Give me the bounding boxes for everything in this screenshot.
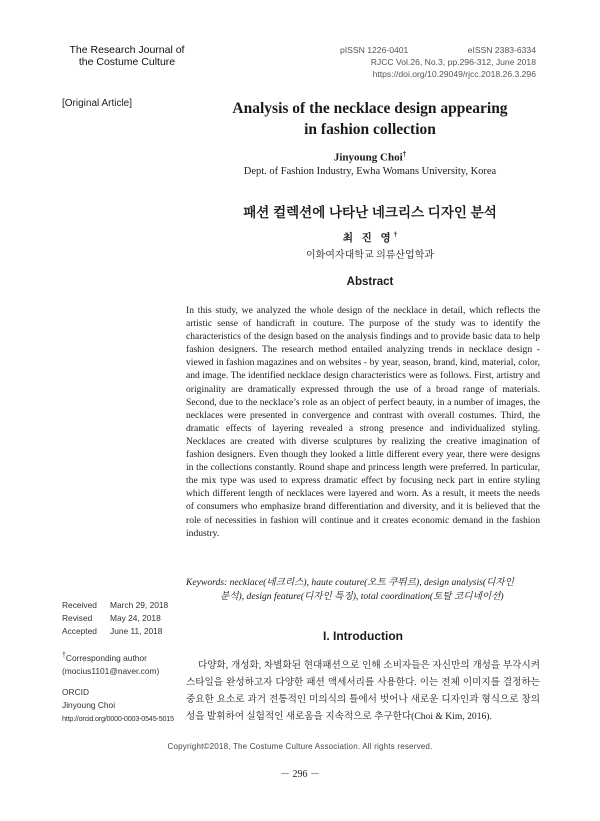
orcid-block — [62, 686, 202, 725]
orcid-link[interactable]: http://orcid.org/0000-0003-0545-5015 — [62, 714, 174, 723]
introduction-heading: I. Introduction — [323, 629, 403, 643]
journal-name-line2: the Costume Culture — [78, 56, 176, 68]
accepted-label: Accepted — [62, 626, 97, 636]
copyright-notice: Copyright©2018, The Costume Culture Association. All rights reserved. — [167, 742, 433, 751]
keywords-line1: Keywords: necklace(네크리스), haute couture(오트 쿠뛰르), design analysis(디자인 — [186, 577, 514, 588]
corresponding-label: Corresponding author — [65, 652, 147, 663]
korean-author-name: 최 진 영 — [342, 233, 394, 244]
publication-info — [340, 44, 536, 80]
corresponding-email[interactable]: (mocius1101@naver.com) — [62, 665, 160, 676]
keywords — [186, 576, 540, 604]
article-type: [Original Article] — [62, 98, 133, 109]
abstract-heading: Abstract — [346, 276, 394, 288]
keywords-line2: 분석), design feature(디자인 특징), total coordination(토탈 코디네이션) — [220, 591, 504, 602]
english-author-name: Jinyoung Choi — [333, 151, 403, 164]
english-title-line2: in fashion collection — [304, 121, 436, 138]
corresponding-author — [62, 649, 192, 678]
english-author — [160, 150, 580, 164]
article-dates — [62, 599, 192, 638]
english-title — [160, 98, 580, 140]
received-label: Received — [62, 600, 97, 610]
revised-label: Revised — [62, 613, 93, 623]
introduction-paragraph: 다양화, 개성화, 차별화된 현대패션으로 인해 소비자들은 자신만의 개성을 부각시켜 스타일을 완성하고자 다양한 패션 액세서리를 사용한다. 이는 전체 이미지를 결정하는 중요한 요소로 과거 전통적인 미의식의 틀에서 벗어나 새로운 디자인과 형식으로 창의성을 발휘하여 실험적인 새로움을 지속적으로 추구한다(Choi & Kim, 2016). — [186, 660, 540, 722]
orcid-label: ORCID — [62, 687, 89, 697]
doi-link[interactable]: https://doi.org/10.29049/rjcc.2018.26.3.296 — [372, 69, 536, 79]
journal-name-line1: The Research Journal of — [69, 44, 185, 56]
korean-title: 패션 컬렉션에 나타난 네크리스 디자인 분석 — [243, 205, 497, 220]
revised-date: May 24, 2018 — [110, 613, 161, 623]
introduction-text — [186, 657, 540, 725]
received-date: March 29, 2018 — [110, 600, 169, 610]
citation: RJCC Vol.26, No.3, pp.296-312, June 2018 — [370, 57, 536, 67]
page-number: － 296 － — [280, 769, 320, 780]
abstract-paragraph: In this study, we analyzed the whole design of the necklace in detail, which reflects the artistic sense of handicraft in couture. The purpose of the study was to identify the characteristics of the design based on the analysis findings and to provide basic data to help fashion designers. The research method entailed analyzing trends in necklace design - viewed in fashion magazines and on websites - by year, season, brand, kind, material, color, and image. The identified necklace design characteristics were as follows. First, artistry and originality are dramatically expressed through the use of a broad range of materials. Second, due to the necklace’s role as an object of perfect beauty, in a number of images, the necklaces were presented in convergence and contrast with overall costumes. Third, the dramatic effects of layering revealed a strong presence and individualized styling. Necklaces are created with diverse sculptures by realizing the creative imagination of fashion designers. Even though they looked a little different every year, there were designs in the collections constantly. Round shape and princess length were preferred. In particular, the mix type was used to express dramatic effect by focusing neck part in entire styling which different length of necklaces were layered and worn. As a result, it meets the needs of consumers who emphasize brand differentiation and diversity, and it is believed that the role of necessities in fashion will continue and it creates economic demand in the fashion industry. — [186, 305, 540, 539]
corresponding-mark: † — [402, 150, 407, 158]
abstract-text — [186, 304, 540, 540]
pissn: pISSN 1226-0401 — [340, 45, 409, 55]
english-title-line1: Analysis of the necklace design appearing — [232, 100, 508, 117]
korean-corresponding-mark: † — [393, 230, 398, 239]
received-row — [62, 599, 192, 612]
corresponding-dagger: † — [62, 652, 66, 659]
korean-affiliation: 이화여자대학교 의류산업학과 — [305, 250, 435, 261]
korean-author — [160, 230, 580, 245]
accepted-row — [62, 625, 192, 638]
revised-row — [62, 612, 192, 625]
eissn: eISSN 2383-6334 — [467, 45, 536, 55]
orcid-name: Jinyoung Choi — [62, 700, 116, 710]
accepted-date: June 11, 2018 — [110, 626, 163, 636]
journal-name — [62, 44, 192, 68]
english-affiliation: Dept. of Fashion Industry, Ewha Womans University, Korea — [243, 166, 497, 177]
